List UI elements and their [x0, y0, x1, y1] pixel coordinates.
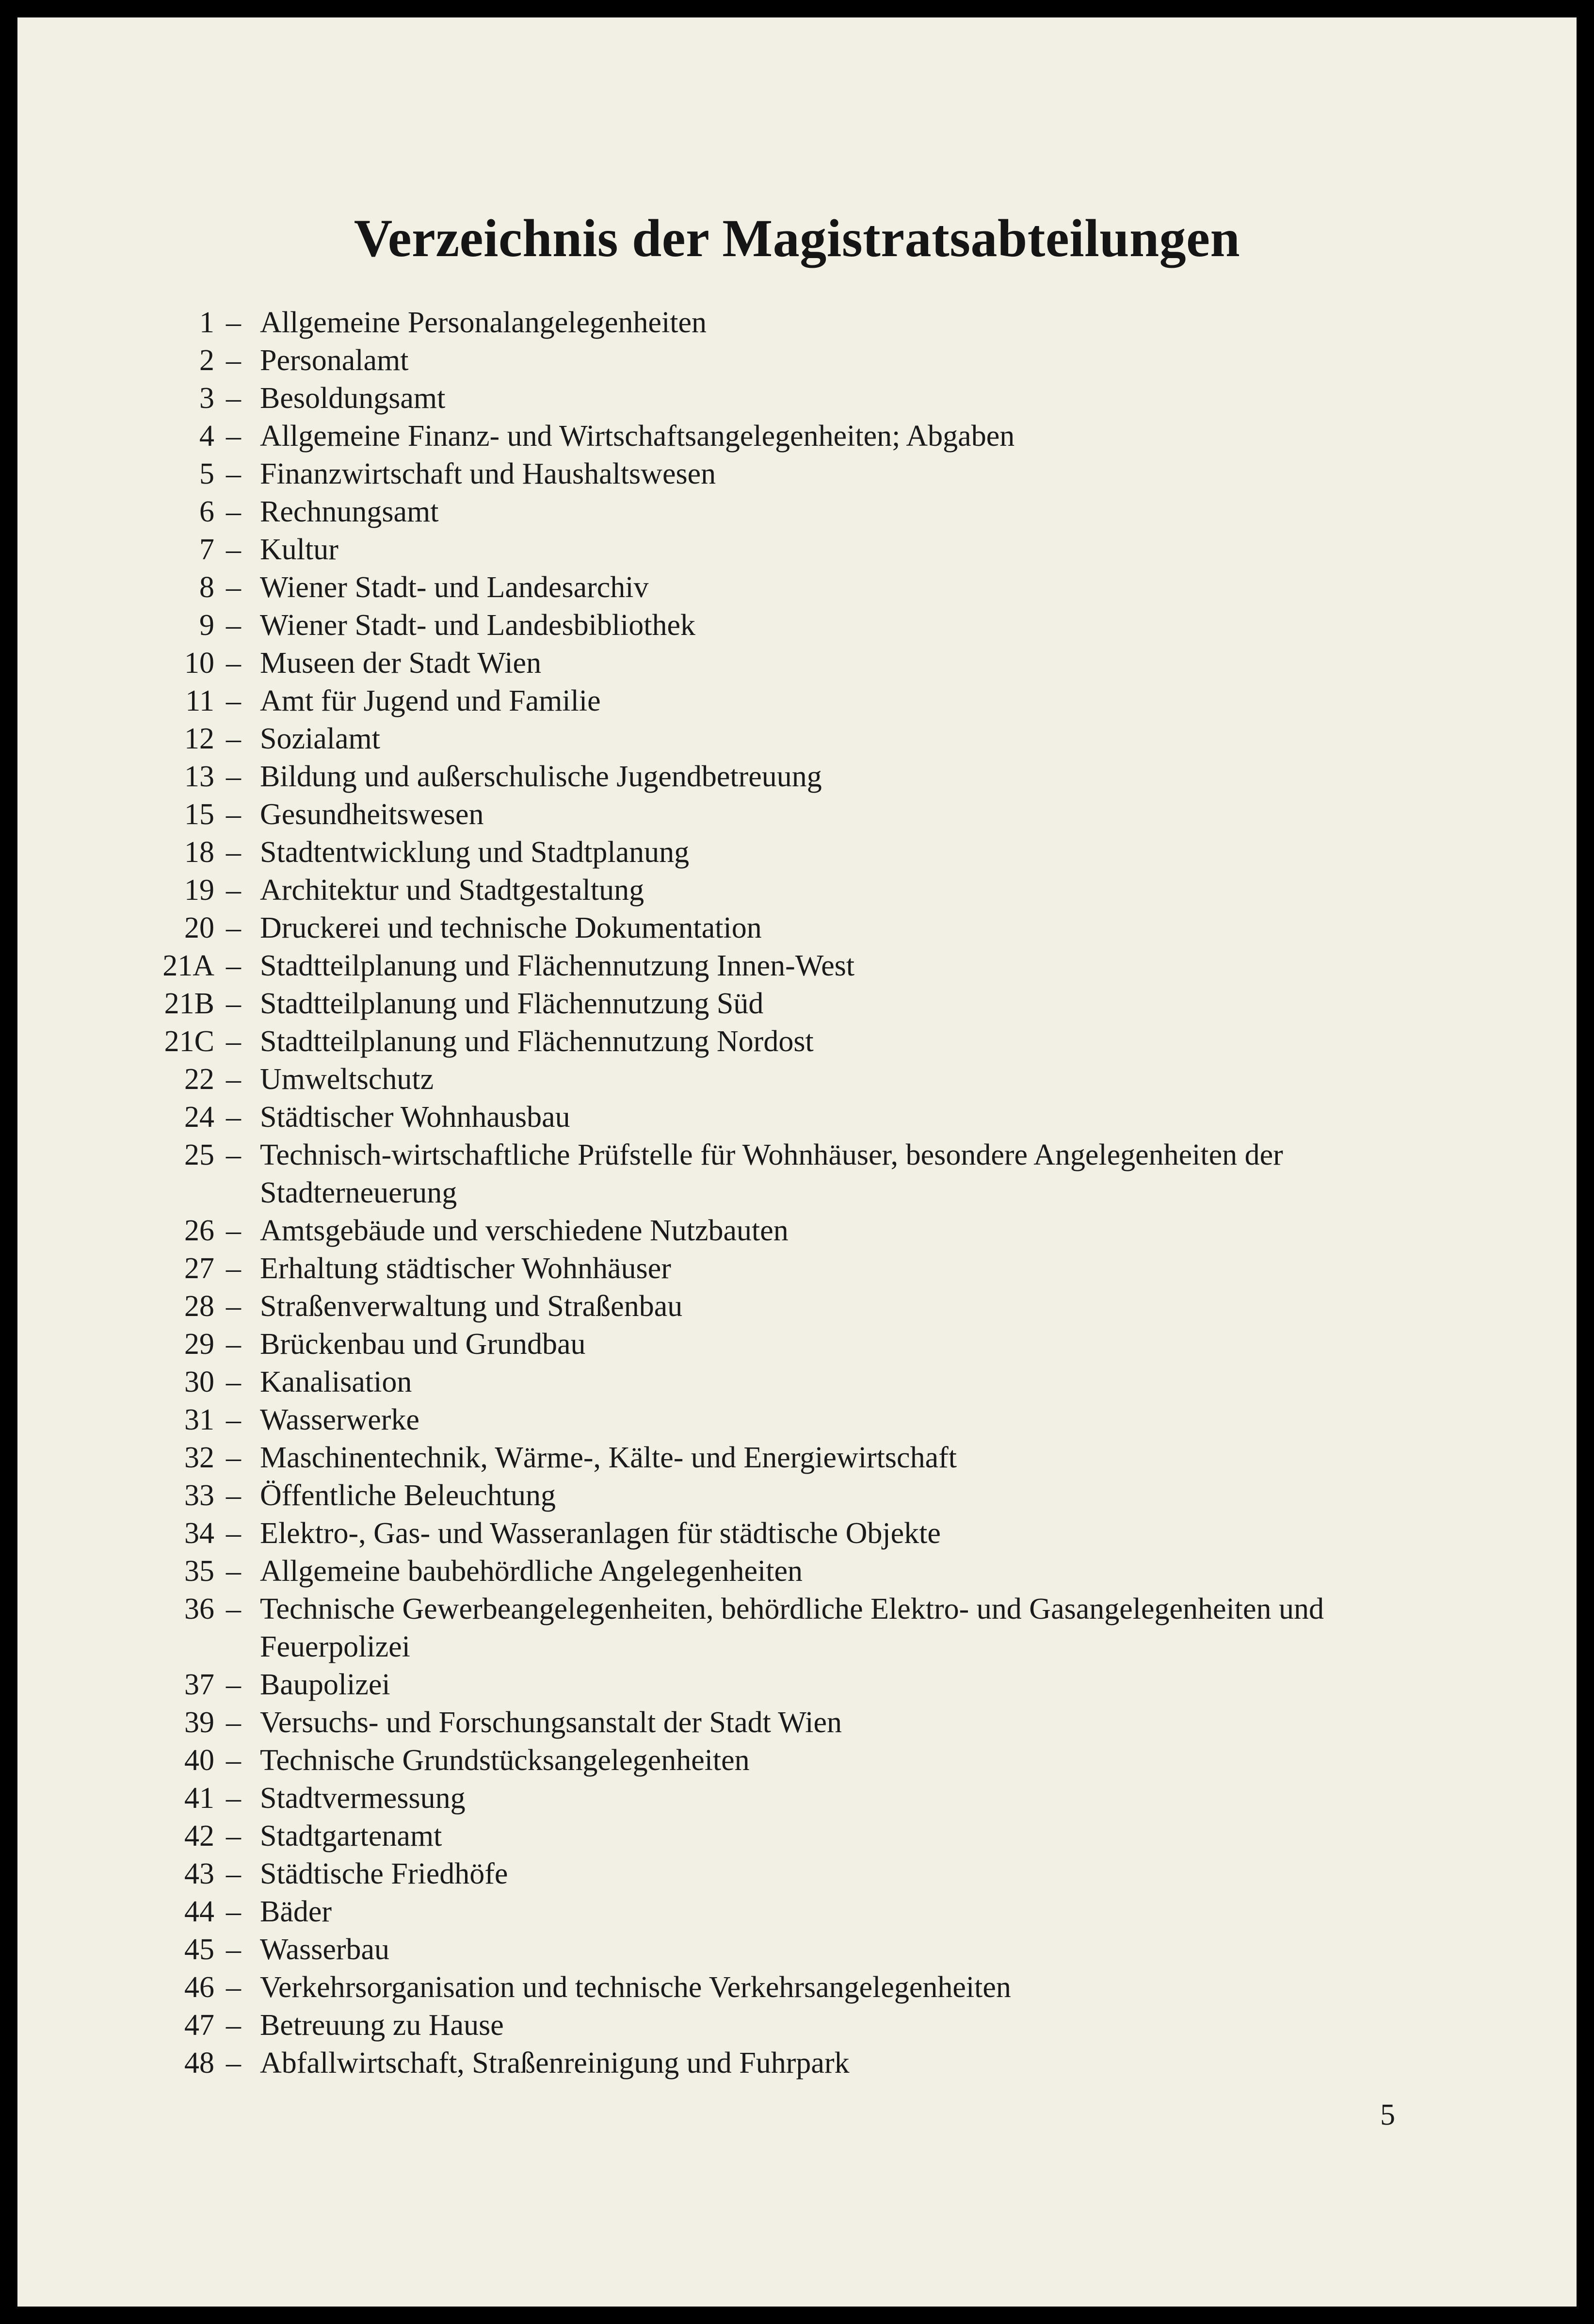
department-number: 45 [184, 1933, 214, 1966]
department-name: Baupolizei [260, 1668, 390, 1701]
separator-dash: – [226, 495, 241, 528]
list-item [17, 1817, 1577, 1855]
department-number: 48 [184, 2047, 214, 2080]
department-name: Brückenbau und Grundbau [260, 1328, 586, 1361]
separator-dash: – [226, 1857, 241, 1890]
list-item [17, 1779, 1577, 1817]
department-number: 27 [184, 1252, 214, 1285]
department-number: 32 [184, 1441, 214, 1474]
separator-dash: – [226, 382, 241, 415]
department-name: Erhaltung städtischer Wohnhäuser [260, 1252, 671, 1285]
separator-dash: – [226, 1820, 241, 1853]
department-name: Elektro-, Gas- und Wasseranlagen für städtische Objekte [260, 1517, 941, 1550]
separator-dash: – [226, 609, 241, 642]
list-item [17, 796, 1577, 833]
department-name: Öffentliche Beleuchtung [260, 1479, 556, 1512]
department-name: Allgemeine baubehördliche Angelegenheiten [260, 1555, 803, 1588]
department-number: 20 [184, 911, 214, 944]
department-name: Technische Gewerbeangelegenheiten, behördliche Elektro- und Gasangelegenheiten und Feuerpolizei [260, 1593, 1324, 1663]
separator-dash: – [226, 987, 241, 1020]
department-name: Allgemeine Finanz- und Wirtschaftsangelegenheiten; Abgaben [260, 420, 1015, 453]
department-number: 31 [184, 1403, 214, 1436]
separator-dash: – [226, 1744, 241, 1777]
department-name: Kanalisation [260, 1365, 412, 1398]
list-item [17, 758, 1577, 796]
list-item [17, 341, 1577, 379]
list-item [17, 304, 1577, 341]
department-name: Besoldungsamt [260, 382, 446, 415]
separator-dash: – [226, 1479, 241, 1512]
list-item [17, 1287, 1577, 1325]
department-number: 3 [199, 382, 214, 415]
department-name: Maschinentechnik, Wärme-, Kälte- und Energiewirtschaft [260, 1441, 957, 1474]
list-item [17, 1439, 1577, 1477]
department-number: 8 [199, 571, 214, 604]
list-item [17, 1401, 1577, 1439]
department-name: Stadtteilplanung und Flächennutzung Innen-West [260, 949, 855, 982]
separator-dash: – [226, 1706, 241, 1739]
separator-dash: – [226, 836, 241, 869]
separator-dash: – [226, 1025, 241, 1058]
separator-dash: – [226, 1328, 241, 1361]
department-number: 46 [184, 1971, 214, 2004]
list-item [17, 2044, 1577, 2082]
department-name: Bäder [260, 1895, 332, 1928]
separator-dash: – [226, 344, 241, 377]
list-item [17, 1023, 1577, 1060]
separator-dash: – [226, 306, 241, 339]
separator-dash: – [226, 1214, 241, 1247]
department-number: 7 [199, 533, 214, 566]
separator-dash: – [226, 1403, 241, 1436]
department-name: Allgemeine Personalangelegenheiten [260, 306, 707, 339]
department-name: Wasserbau [260, 1933, 390, 1966]
department-number: 15 [184, 798, 214, 831]
department-name: Umweltschutz [260, 1063, 434, 1096]
department-name: Museen der Stadt Wien [260, 647, 542, 680]
department-name: Versuchs- und Forschungsanstalt der Stadt Wien [260, 1706, 842, 1739]
list-item [17, 1514, 1577, 1552]
department-name: Betreuung zu Hause [260, 2009, 504, 2042]
separator-dash: – [226, 1365, 241, 1398]
department-number: 36 [184, 1593, 214, 1625]
department-number: 44 [184, 1895, 214, 1928]
separator-dash: – [226, 1971, 241, 2004]
department-number: 5 [199, 457, 214, 490]
department-number: 19 [184, 874, 214, 907]
separator-dash: – [226, 722, 241, 755]
list-item [17, 379, 1577, 417]
department-number: 21A [162, 949, 214, 982]
department-number: 42 [184, 1820, 214, 1853]
department-number: 35 [184, 1555, 214, 1588]
department-number: 21B [164, 987, 214, 1020]
list-item [17, 720, 1577, 758]
department-number: 25 [184, 1138, 214, 1171]
separator-dash: – [226, 1593, 241, 1625]
department-number: 39 [184, 1706, 214, 1739]
department-name: Sozialamt [260, 722, 380, 755]
department-number: 2 [199, 344, 214, 377]
department-number: 6 [199, 495, 214, 528]
list-item [17, 1212, 1577, 1250]
separator-dash: – [226, 2047, 241, 2080]
department-name: Amtsgebäude und verschiedene Nutzbauten [260, 1214, 789, 1247]
list-item [17, 871, 1577, 909]
department-name: Technische Grundstücksangelegenheiten [260, 1744, 750, 1777]
list-item [17, 569, 1577, 606]
list-item [17, 1931, 1577, 1968]
department-number: 24 [184, 1101, 214, 1134]
list-item [17, 1666, 1577, 1704]
list-item [17, 1098, 1577, 1136]
department-number: 22 [184, 1063, 214, 1096]
list-item [17, 493, 1577, 531]
list-item [17, 985, 1577, 1023]
department-number: 43 [184, 1857, 214, 1890]
separator-dash: – [226, 1441, 241, 1474]
list-item [17, 455, 1577, 493]
page-number: 5 [1380, 2098, 1395, 2131]
department-name: Gesundheitswesen [260, 798, 484, 831]
list-item [17, 1060, 1577, 1098]
department-number: 18 [184, 836, 214, 869]
separator-dash: – [226, 457, 241, 490]
department-name: Bildung und außerschulische Jugendbetreuung [260, 760, 822, 793]
separator-dash: – [226, 874, 241, 907]
list-item [17, 909, 1577, 947]
separator-dash: – [226, 684, 241, 717]
document-page [17, 17, 1577, 2307]
department-number: 41 [184, 1782, 214, 1815]
department-name: Architektur und Stadtgestaltung [260, 874, 644, 907]
department-name: Kultur [260, 533, 338, 566]
department-name: Städtische Friedhöfe [260, 1857, 508, 1890]
department-name: Wiener Stadt- und Landesarchiv [260, 571, 649, 604]
list-item [17, 1477, 1577, 1514]
list-item [17, 1250, 1577, 1287]
list-item [17, 1590, 1577, 1666]
list-item [17, 833, 1577, 871]
list-item [17, 606, 1577, 644]
separator-dash: – [226, 760, 241, 793]
department-number: 12 [184, 722, 214, 755]
separator-dash: – [226, 1138, 241, 1171]
separator-dash: – [226, 1895, 241, 1928]
separator-dash: – [226, 911, 241, 944]
list-item [17, 1741, 1577, 1779]
separator-dash: – [226, 1517, 241, 1550]
page-title: Verzeichnis der Magistratsabteilungen [354, 209, 1240, 268]
department-number: 47 [184, 2009, 214, 2042]
department-list [17, 304, 1577, 2082]
list-item [17, 1363, 1577, 1401]
department-name: Stadtentwicklung und Stadtplanung [260, 836, 690, 869]
department-number: 11 [185, 684, 214, 717]
department-number: 28 [184, 1290, 214, 1323]
list-item [17, 531, 1577, 569]
separator-dash: – [226, 1555, 241, 1588]
list-item [17, 1325, 1577, 1363]
department-number: 30 [184, 1365, 214, 1398]
department-name: Stadtvermessung [260, 1782, 466, 1815]
department-number: 29 [184, 1328, 214, 1361]
separator-dash: – [226, 1101, 241, 1134]
department-name: Druckerei und technische Dokumentation [260, 911, 762, 944]
list-item [17, 644, 1577, 682]
list-item [17, 1136, 1577, 1212]
department-number: 34 [184, 1517, 214, 1550]
department-number: 33 [184, 1479, 214, 1512]
department-name: Abfallwirtschaft, Straßenreinigung und Fuhrpark [260, 2047, 850, 2080]
separator-dash: – [226, 420, 241, 453]
list-item [17, 417, 1577, 455]
department-name: Amt für Jugend und Familie [260, 684, 601, 717]
department-name: Städtischer Wohnhausbau [260, 1101, 570, 1134]
department-number: 4 [199, 420, 214, 453]
separator-dash: – [226, 1063, 241, 1096]
department-name: Verkehrsorganisation und technische Verkehrsangelegenheiten [260, 1971, 1011, 2004]
department-number: 21C [164, 1025, 214, 1058]
separator-dash: – [226, 1252, 241, 1285]
list-item [17, 1552, 1577, 1590]
list-item [17, 1855, 1577, 1893]
department-number: 26 [184, 1214, 214, 1247]
list-item [17, 1893, 1577, 1931]
department-number: 37 [184, 1668, 214, 1701]
separator-dash: – [226, 1782, 241, 1815]
list-item [17, 682, 1577, 720]
department-name: Stadtteilplanung und Flächennutzung Nordost [260, 1025, 814, 1058]
department-name: Stadtgartenamt [260, 1820, 442, 1853]
list-item [17, 2006, 1577, 2044]
department-number: 10 [184, 647, 214, 680]
department-number: 40 [184, 1744, 214, 1777]
department-name: Finanzwirtschaft und Haushaltswesen [260, 457, 716, 490]
separator-dash: – [226, 647, 241, 680]
department-name: Wiener Stadt- und Landesbibliothek [260, 609, 696, 642]
department-number: 9 [199, 609, 214, 642]
separator-dash: – [226, 571, 241, 604]
department-name: Rechnungsamt [260, 495, 439, 528]
department-name: Personalamt [260, 344, 409, 377]
department-name: Technisch-wirtschaftliche Prüfstelle für Wohnhäuser, besondere Angelegenheiten der Stadterneuerung [260, 1138, 1283, 1209]
department-number: 1 [199, 306, 214, 339]
separator-dash: – [226, 1290, 241, 1323]
separator-dash: – [226, 1668, 241, 1701]
list-item [17, 1968, 1577, 2006]
separator-dash: – [226, 1933, 241, 1966]
department-number: 13 [184, 760, 214, 793]
separator-dash: – [226, 2009, 241, 2042]
separator-dash: – [226, 798, 241, 831]
separator-dash: – [226, 533, 241, 566]
department-name: Wasserwerke [260, 1403, 419, 1436]
department-name: Straßenverwaltung und Straßenbau [260, 1290, 683, 1323]
department-name: Stadtteilplanung und Flächennutzung Süd [260, 987, 764, 1020]
list-item [17, 1704, 1577, 1741]
separator-dash: – [226, 949, 241, 982]
list-item [17, 947, 1577, 985]
